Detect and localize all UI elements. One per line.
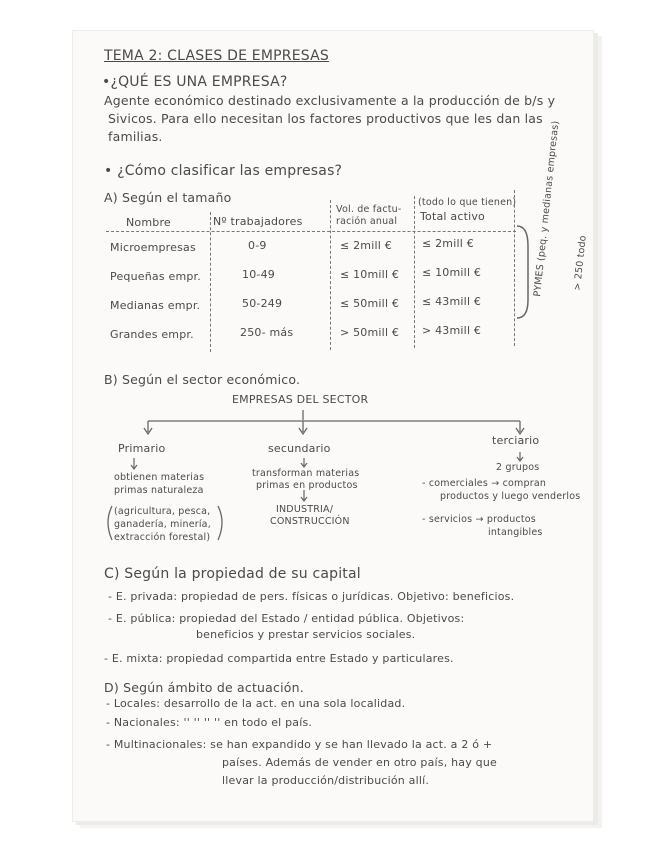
section-d-line-5: llevar la producción/distribución allí. [222, 774, 430, 787]
section-a-heading: A) Según el tamaño [104, 190, 232, 205]
primario-line-2: primas naturaleza [114, 485, 204, 496]
arrow-secundario-examples [301, 490, 307, 501]
arrow-terciario-detail [517, 452, 523, 461]
secundario-label: secundario [268, 442, 331, 455]
answer-line-3: familias. [108, 129, 163, 144]
question-1: •¿QUÉ ES UNA EMPRESA? [102, 74, 288, 90]
pymes-bracket [517, 226, 528, 318]
section-d-line-3: - Multinacionales: se han expandido y se han llevado la act. a 2 ó + [106, 738, 493, 751]
section-d-line-2: - Nacionales: '' '' '' '' en todo el país. [106, 716, 313, 729]
primario-example-1: (agricultura, pesca, [114, 506, 211, 517]
page-title: TEMA 2: CLASES DE EMPRESAS [104, 48, 329, 64]
row-pequenas-name: Pequeñas empr. [110, 270, 201, 283]
row-medianas-revenue: ≤ 50mill € [340, 297, 400, 310]
paren-left [108, 506, 112, 540]
row-micro-assets: ≤ 2mill € [422, 237, 474, 250]
row-micro-workers: 0-9 [248, 239, 267, 252]
side-note: > 250 todo [572, 234, 589, 292]
row-pequenas-workers: 10-49 [242, 268, 275, 281]
terciario-line-2: productos y luego venderlos [440, 491, 581, 502]
primario-example-2: ganadería, minería, [114, 519, 211, 530]
row-grandes-workers: 250- más [240, 326, 294, 339]
col-header-trabajadores: Nº trabajadores [213, 215, 303, 228]
col-header-activo: Total activo [420, 210, 485, 223]
question-2: • ¿Cómo clasificar las empresas? [104, 163, 343, 179]
section-d-heading: D) Según ámbito de actuación. [104, 680, 304, 695]
col-header-facturacion-1: Vol. de factu- [336, 204, 402, 215]
paren-right [218, 506, 222, 540]
secundario-example-2: CONSTRUCCIÓN [270, 516, 350, 527]
row-grandes-revenue: > 50mill € [340, 326, 400, 339]
section-c-line-1: - E. privada: propiedad de pers. físicas o jurídicas. Objetivo: beneficios. [108, 590, 515, 603]
row-grandes-assets: > 43mill € [422, 324, 482, 337]
row-medianas-assets: ≤ 43mill € [422, 295, 482, 308]
answer-line-1: Agente económico destinado exclusivamente a la producción de b/s y [104, 93, 556, 108]
pymes-note: PYMES (peq. y medianas empresas) [532, 120, 562, 298]
col-header-activo-note: (todo lo que tienen) [418, 197, 517, 208]
primario-line-1: obtienen materias [114, 472, 205, 483]
secundario-line-1: transforman materias [252, 468, 360, 479]
section-c-heading: C) Según la propiedad de su capital [104, 566, 361, 582]
section-c-line-4: - E. mixta: propiedad compartida entre Estado y particulares. [104, 652, 454, 665]
terciario-line-1: - comerciales → compran [422, 478, 547, 489]
answer-line-2: Sivicos. Para ello necesitan los factores productivos que les dan las [108, 111, 543, 126]
primario-label: Primario [118, 442, 166, 455]
terciario-sub: 2 grupos [496, 462, 540, 473]
terciario-line-4: intangibles [488, 527, 543, 538]
terciario-line-3: - servicios → productos [422, 514, 536, 525]
arrow-primario-detail [131, 458, 137, 469]
row-grandes-name: Grandes empr. [110, 328, 194, 341]
arrow-secundario-detail [301, 458, 307, 467]
col-header-nombre: Nombre [126, 216, 171, 229]
section-c-line-2: - E. pública: propiedad del Estado / entidad pública. Objetivos: [108, 612, 465, 625]
section-d-line-4: países. Además de vender en otro país, hay que [222, 756, 497, 769]
section-d-line-1: - Locales: desarrollo de la act. en una sola localidad. [106, 697, 406, 710]
row-micro-name: Microempresas [110, 241, 196, 254]
secundario-line-2: primas en productos [256, 480, 358, 491]
sector-root: EMPRESAS DEL SECTOR [232, 393, 369, 406]
row-pequenas-revenue: ≤ 10mill € [340, 268, 400, 281]
section-b-heading: B) Según el sector económico. [104, 372, 301, 387]
secundario-example-1: INDUSTRIA/ [276, 504, 334, 515]
row-medianas-name: Medianas empr. [110, 299, 201, 312]
section-c-line-3: beneficios y prestar servicios sociales. [196, 628, 416, 641]
primario-example-3: extracción forestal) [114, 532, 211, 543]
row-micro-revenue: ≤ 2mill € [340, 239, 392, 252]
col-header-facturacion-2: ración anual [336, 216, 398, 227]
row-medianas-workers: 50-249 [242, 297, 283, 310]
row-pequenas-assets: ≤ 10mill € [422, 266, 482, 279]
terciario-label: terciario [492, 434, 540, 447]
